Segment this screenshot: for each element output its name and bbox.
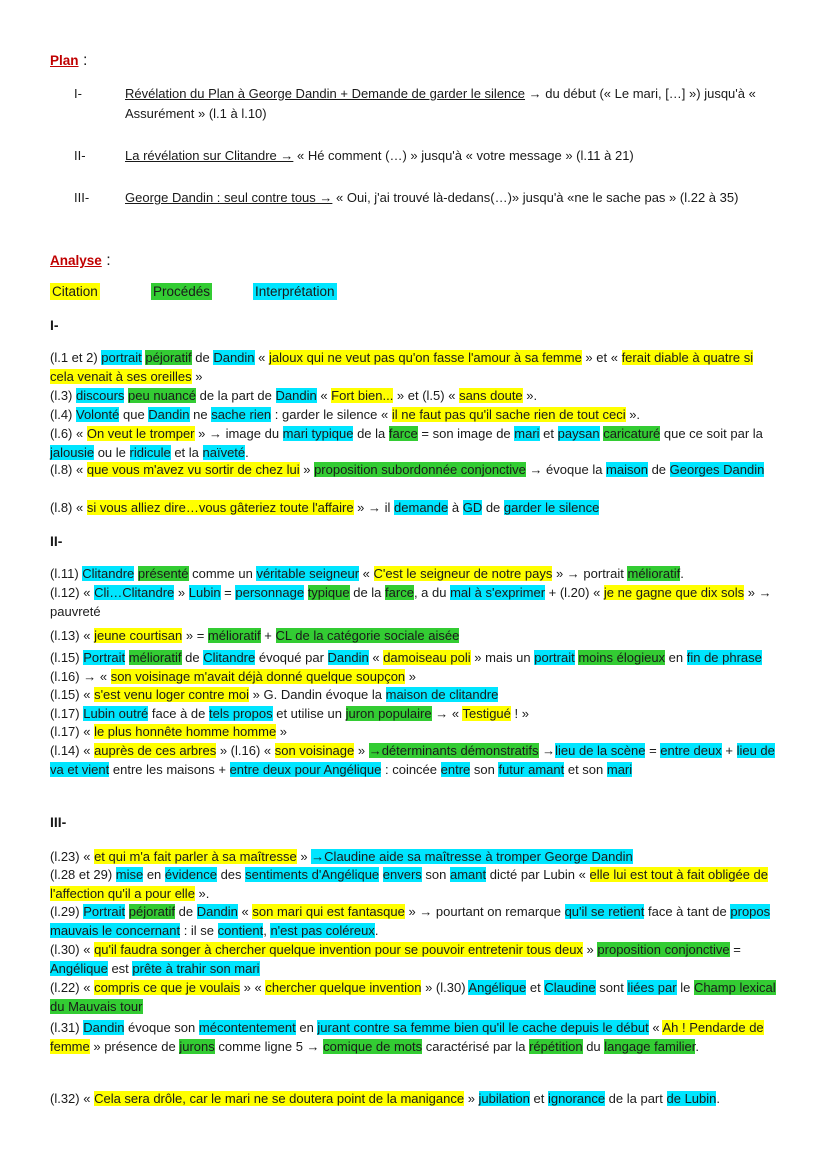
- analysis-paragraph: [50, 627, 780, 646]
- plain-text: .: [680, 566, 684, 581]
- interpretation-highlight: Dandin: [213, 350, 255, 365]
- plain-text: (l.12) «: [50, 585, 95, 600]
- interpretation-highlight: véritable seigneur: [256, 566, 360, 581]
- interpretation-highlight: portrait: [534, 650, 575, 665]
- plain-text: » et (l.5) «: [393, 388, 460, 403]
- procede-highlight: caricaturé: [603, 426, 661, 441]
- citation-highlight: le plus honnête homme homme: [94, 724, 277, 739]
- plain-text: .: [695, 1038, 699, 1054]
- interpretation-highlight: Clitandre: [203, 650, 256, 665]
- interpretation-highlight: Portrait: [83, 650, 126, 665]
- interpretation-highlight: mari: [606, 761, 633, 777]
- citation-highlight: sans doute: [459, 388, 523, 403]
- plain-text: (l.32) «: [50, 1091, 95, 1106]
- plain-text: +: [721, 743, 737, 758]
- plain-text: ne: [189, 407, 212, 422]
- procede-highlight: typique: [307, 585, 350, 600]
- plain-text: »: [191, 368, 203, 384]
- plain-text: »: [354, 743, 369, 758]
- plain-text: ».: [625, 407, 641, 422]
- plain-text: → «: [431, 706, 463, 721]
- citation-highlight: jeune courtisan: [94, 628, 183, 643]
- plain-text: que ce soit par la: [660, 426, 763, 441]
- interpretation-highlight: Dandin: [196, 904, 238, 919]
- interpretation-highlight: mari: [514, 426, 540, 441]
- interpretation-highlight: Dandin: [83, 1020, 125, 1035]
- procede-highlight: proposition subordonnée conjonctive: [314, 462, 526, 477]
- plain-text: » «: [240, 980, 266, 995]
- plain-text: comme ligne 5 →: [214, 1038, 324, 1054]
- citation-highlight: auprès de ces arbres: [94, 743, 217, 758]
- plain-text: (l.8) «: [50, 462, 87, 477]
- plain-text: (l.17) «: [50, 724, 95, 739]
- citation-highlight: compris ce que je voulais: [94, 980, 241, 995]
- procede-highlight: comique de mots: [323, 1038, 423, 1054]
- plain-text: comme un: [188, 566, 257, 581]
- plan-item-underlined: La révélation sur Clitandre →: [125, 148, 294, 163]
- analyse-colon: :: [101, 252, 111, 269]
- citation-highlight: Ah ! Pendarde de femme: [50, 1020, 764, 1054]
- procede-highlight: péjoratif: [128, 904, 176, 919]
- analyse-title: Analyse: [50, 253, 102, 268]
- plan-item-underlined: Révélation du Plan à George Dandin + Demande de garder le silence: [125, 86, 526, 101]
- plain-text: ,: [263, 922, 271, 938]
- procede-highlight: →déterminants démonstratifs: [368, 743, 539, 758]
- plain-text: →: [538, 743, 556, 758]
- citation-highlight: On veut le tromper: [86, 426, 195, 441]
- analysis-paragraph: [50, 387, 780, 406]
- analysis-paragraph: [50, 584, 780, 622]
- plain-text: en: [295, 1020, 318, 1035]
- plain-text: des: [216, 867, 246, 882]
- plain-text: » → pauvreté: [50, 585, 772, 619]
- plain-text: (l.23) «: [50, 849, 95, 864]
- plain-text: + (l.20) «: [545, 585, 604, 600]
- procede-highlight: farce: [388, 426, 418, 441]
- plain-text: »: [464, 1091, 479, 1106]
- citation-highlight: damoiseau poli: [383, 650, 471, 665]
- citation-highlight: Testigué: [462, 706, 511, 721]
- citation-highlight: il ne faut pas qu'il sache rien de tout ceci: [391, 407, 626, 422]
- plan-item-number: II-: [74, 148, 86, 163]
- plain-text: de: [482, 500, 504, 515]
- procede-highlight: Champ lexical du Mauvais tour: [50, 980, 776, 1014]
- interpretation-highlight: envers: [382, 867, 422, 882]
- plain-text: sont: [595, 980, 628, 995]
- citation-highlight: jaloux qui ne veut pas qu'on fasse l'amour à sa femme: [269, 350, 582, 365]
- analysis-paragraph: [50, 565, 780, 584]
- plain-text: »: [405, 668, 417, 684]
- analysis-paragraph: [50, 349, 780, 387]
- interpretation-highlight: sentiments d'Angélique: [245, 867, 380, 882]
- interpretation-highlight: demande: [394, 500, 449, 515]
- analysis-paragraph: [50, 499, 780, 518]
- interpretation-highlight: entre: [440, 761, 471, 777]
- procede-highlight: moins élogieux: [578, 650, 666, 665]
- plain-text: caractérisé par la: [422, 1038, 530, 1054]
- plain-text: ».: [194, 885, 210, 901]
- interpretation-highlight: lieu de la scène: [555, 743, 646, 758]
- interpretation-highlight: mécontentement: [198, 1020, 296, 1035]
- plan-item-text: [125, 188, 795, 208]
- analysis-paragraph: [50, 848, 780, 867]
- interpretation-highlight: jurant contre sa femme bien qu'il le cache depuis le début: [317, 1020, 649, 1035]
- plain-text: le: [676, 980, 694, 995]
- interpretation-highlight: évidence: [164, 867, 217, 882]
- interpretation-highlight: paysan: [557, 426, 600, 441]
- procede-highlight: proposition conjonctive: [597, 942, 730, 957]
- interpretation-highlight: naïveté: [202, 444, 246, 460]
- citation-highlight: s'est venu loger contre moi: [94, 687, 250, 702]
- citation-highlight: son voisinage: [274, 743, 355, 758]
- plain-text: «: [254, 350, 269, 365]
- analysis-paragraph: [50, 649, 780, 687]
- interpretation-highlight: portrait: [101, 350, 142, 365]
- interpretation-highlight: lieu de va et vient: [50, 743, 775, 777]
- legend-procedes: Procédés: [153, 284, 211, 299]
- interpretation-highlight: Volonté: [76, 407, 120, 422]
- citation-highlight: son voisinage m'avait déjà donné quelque soupçon: [110, 668, 406, 684]
- plan-item-rest: « Hé comment (…) » jusqu'à « votre message » (l.11 à 21): [293, 148, 634, 163]
- plain-text: de la: [353, 426, 389, 441]
- interpretation-highlight: personnage: [235, 585, 305, 600]
- plain-text: de: [175, 904, 197, 919]
- plain-text: » → image du: [194, 426, 283, 441]
- plain-text: =: [729, 942, 741, 957]
- plan-item-text: [125, 84, 795, 124]
- plain-text: (l.22) «: [50, 980, 95, 995]
- plain-text: (l.28 et 29): [50, 867, 116, 882]
- plain-text: et: [526, 980, 545, 995]
- interpretation-highlight: amant: [450, 867, 487, 882]
- plain-text: entre les maisons +: [109, 761, 230, 777]
- interpretation-highlight: propos mauvais le concernant: [50, 904, 771, 938]
- plain-text: : coincée: [381, 761, 441, 777]
- plan-heading: [50, 52, 87, 70]
- plain-text: «: [316, 388, 332, 403]
- plain-text: son: [470, 761, 499, 777]
- analysis-paragraph: [50, 461, 780, 480]
- plain-text: =: [645, 743, 661, 758]
- section-2-label: II-: [50, 533, 63, 549]
- analysis-paragraph: [50, 705, 780, 724]
- citation-highlight: qu'il faudra songer à chercher quelque invention pour se pouvoir entretenir tous deux: [94, 942, 583, 957]
- plain-text: »: [276, 724, 288, 739]
- procede-highlight: jurons: [179, 1038, 215, 1054]
- plain-text: et: [539, 426, 558, 441]
- plain-text: (l.13) «: [50, 628, 95, 643]
- plain-text: =: [220, 585, 236, 600]
- plain-text: » et «: [581, 350, 622, 365]
- analysis-paragraph: [50, 686, 780, 705]
- citation-highlight: Cela sera drôle, car le mari ne se doutera point de la manigance: [94, 1091, 465, 1106]
- plain-text: (l.14) «: [50, 743, 95, 758]
- plain-text: (l.30) «: [50, 942, 95, 957]
- plain-text: (l.29): [50, 904, 84, 919]
- plan-item-number: III-: [74, 190, 90, 205]
- plan-colon: :: [78, 52, 88, 69]
- analysis-paragraph: [50, 903, 780, 941]
- citation-highlight: chercher quelque invention: [265, 980, 422, 995]
- plan-item-rest: « Oui, j'ai trouvé là-dedans(…)» jusqu'à «ne le sache pas » (l.22 à 35): [332, 190, 739, 205]
- procede-highlight: farce: [385, 585, 414, 600]
- plan-item-number: I-: [74, 86, 82, 101]
- interpretation-highlight: Lubin outré: [83, 706, 149, 721]
- plain-text: de la part: [605, 1091, 667, 1106]
- plain-text: (l.17): [50, 706, 84, 721]
- procede-highlight: répétition: [529, 1038, 583, 1054]
- citation-highlight: C'est le seigneur de notre pays: [373, 566, 553, 581]
- analysis-paragraph: [50, 742, 780, 780]
- plain-text: » → portrait: [552, 566, 628, 581]
- plain-text: (l.16) → «: [50, 668, 111, 684]
- interpretation-highlight: Clitandre: [82, 566, 135, 581]
- plain-text: ».: [522, 388, 538, 403]
- interpretation-highlight: garder le silence: [503, 500, 600, 515]
- analysis-paragraph: [50, 425, 780, 463]
- citation-highlight: et qui m'a fait parler à sa maîtresse: [94, 849, 297, 864]
- interpretation-highlight: Dandin: [148, 407, 190, 422]
- plain-text: de: [191, 350, 214, 365]
- procede-highlight: présenté: [137, 566, 189, 581]
- plain-text: »: [296, 849, 312, 864]
- analysis-paragraph: [50, 406, 780, 425]
- plain-text: (l.15): [50, 650, 84, 665]
- plain-text: (l.3): [50, 388, 76, 403]
- plain-text: : il se: [180, 922, 218, 938]
- plain-text: = son image de: [417, 426, 515, 441]
- interpretation-highlight: Lubin: [188, 585, 221, 600]
- plain-text: en: [665, 650, 687, 665]
- interpretation-highlight: futur amant: [498, 761, 565, 777]
- plan-item-underlined: George Dandin : seul contre tous →: [125, 190, 333, 205]
- plain-text: et: [529, 1091, 548, 1106]
- plain-text: » =: [182, 628, 208, 643]
- plain-text: » G. Dandin évoque la: [249, 687, 386, 702]
- interpretation-highlight: →Claudine aide sa maîtresse à tromper George Dandin: [311, 849, 633, 864]
- plain-text: est: [107, 960, 133, 976]
- interpretation-highlight: ignorance: [547, 1091, 606, 1106]
- color-legend: [50, 283, 450, 303]
- plain-text: .: [374, 922, 379, 938]
- legend-citation: Citation: [52, 284, 98, 299]
- interpretation-highlight: GD: [462, 500, 483, 515]
- procede-highlight: CL de la catégorie sociale aisée: [275, 628, 460, 643]
- plain-text: que: [119, 407, 149, 422]
- analysis-paragraph: [50, 941, 780, 979]
- interpretation-highlight: Georges Dandin: [669, 462, 765, 477]
- plain-text: (l.8) «: [50, 500, 87, 515]
- analysis-paragraph: [50, 723, 780, 742]
- interpretation-highlight: maison de clitandre: [385, 687, 499, 702]
- citation-highlight: je ne gagne que dix sols: [603, 585, 745, 600]
- plain-text: «: [359, 566, 374, 581]
- interpretation-highlight: qu'il se retient: [564, 904, 645, 919]
- interpretation-highlight: sache rien: [211, 407, 272, 422]
- plain-text: (l.4): [50, 407, 76, 422]
- interpretation-highlight: Dandin: [275, 388, 317, 403]
- interpretation-highlight: tels propos: [209, 706, 273, 721]
- plain-text: «: [368, 650, 384, 665]
- citation-highlight: si vous alliez dire…vous gâteriez toute l'affaire: [86, 500, 354, 515]
- plain-text: » mais un: [470, 650, 535, 665]
- plain-text: et son: [564, 761, 607, 777]
- interpretation-highlight: prête à trahir son mari: [132, 960, 260, 976]
- interpretation-highlight: liées par: [627, 980, 677, 995]
- plain-text: (l.31): [50, 1020, 84, 1035]
- interpretation-highlight: entre deux pour Angélique: [229, 761, 382, 777]
- plain-text: » (l.30): [421, 980, 469, 995]
- plan-item-text: [125, 146, 795, 166]
- analysis-paragraph: [50, 1019, 780, 1057]
- interpretation-highlight: n'est pas coléreux: [270, 922, 375, 938]
- plain-text: ! »: [510, 706, 529, 721]
- plain-text: du: [582, 1038, 605, 1054]
- analyse-heading: [50, 252, 111, 270]
- plain-text: (l.1 et 2): [50, 350, 102, 365]
- procede-highlight: mélioratif: [207, 628, 261, 643]
- plain-text: , a du: [413, 585, 451, 600]
- plain-text: (l.6) «: [50, 426, 87, 441]
- plain-text: .: [716, 1091, 721, 1106]
- plain-text: de la: [349, 585, 386, 600]
- procede-highlight: mélioratif: [128, 650, 182, 665]
- interpretation-highlight: contient: [217, 922, 264, 938]
- interpretation-highlight: ridicule: [129, 444, 171, 460]
- citation-highlight: son mari qui est fantasque: [252, 904, 405, 919]
- procede-highlight: juron populaire: [345, 706, 432, 721]
- analysis-paragraph: [50, 866, 780, 904]
- plain-text: évoque son: [124, 1020, 199, 1035]
- plan-title: Plan: [50, 53, 79, 68]
- interpretation-highlight: Claudine: [544, 980, 596, 995]
- plain-text: son: [421, 867, 450, 882]
- procede-highlight: péjoratif: [145, 350, 192, 365]
- citation-highlight: que vous m'avez vu sortir de chez lui: [86, 462, 300, 477]
- plain-text: en: [143, 867, 165, 882]
- section-3-label: III-: [50, 814, 67, 830]
- interpretation-highlight: Portrait: [83, 904, 126, 919]
- procede-highlight: langage familier: [604, 1038, 696, 1054]
- legend-interpretation: Interprétation: [255, 284, 335, 299]
- plain-text: : garder le silence «: [271, 407, 392, 422]
- interpretation-highlight: entre deux: [660, 743, 722, 758]
- interpretation-highlight: mari typique: [282, 426, 354, 441]
- interpretation-highlight: discours: [76, 388, 125, 403]
- plan-item-rest: → du début (« Le mari, […] ») jusqu'à « Assurément » (l.1 à l.10): [125, 86, 756, 121]
- analysis-paragraph: [50, 1090, 780, 1109]
- plain-text: (l.15) «: [50, 687, 95, 702]
- interpretation-highlight: maison: [606, 462, 648, 477]
- plain-text: +: [260, 628, 276, 643]
- interpretation-highlight: jubilation: [478, 1091, 530, 1106]
- interpretation-highlight: mal à s'exprimer: [450, 585, 546, 600]
- plain-text: » (l.16) «: [216, 743, 275, 758]
- plain-text: »: [174, 585, 189, 600]
- citation-highlight: Fort bien...: [331, 388, 394, 403]
- procede-highlight: peu nuancé: [128, 388, 196, 403]
- plain-text: de: [647, 462, 670, 477]
- plain-text: «: [237, 904, 253, 919]
- interpretation-highlight: jalousie: [50, 444, 95, 460]
- interpretation-highlight: mise: [115, 867, 144, 882]
- plain-text: ou le: [94, 444, 130, 460]
- citation-highlight: ferait diable à quatre si cela venait à ses oreilles: [50, 350, 754, 384]
- plain-text: » → pourtant on remarque: [404, 904, 565, 919]
- procede-highlight: mélioratif: [627, 566, 681, 581]
- plain-text: de la part de: [196, 388, 276, 403]
- plain-text: » → il: [353, 500, 395, 515]
- plain-text: de: [181, 650, 204, 665]
- interpretation-highlight: Cli…Clitandre: [94, 585, 175, 600]
- interpretation-highlight: Dandin: [327, 650, 369, 665]
- interpretation-highlight: Angélique: [468, 980, 527, 995]
- interpretation-highlight: fin de phrase: [686, 650, 762, 665]
- plain-text: .: [245, 444, 249, 460]
- plain-text: évoqué par: [255, 650, 328, 665]
- plain-text: face à tant de: [644, 904, 731, 919]
- plain-text: »: [299, 462, 315, 477]
- plain-text: → évoque la: [525, 462, 607, 477]
- interpretation-highlight: Angélique: [50, 960, 108, 976]
- plain-text: et la: [170, 444, 203, 460]
- interpretation-highlight: de Lubin: [666, 1091, 717, 1106]
- plain-text: «: [648, 1020, 663, 1035]
- plain-text: face à de: [148, 706, 210, 721]
- plain-text: »: [582, 942, 598, 957]
- plain-text: » présence de: [89, 1038, 180, 1054]
- analysis-paragraph: [50, 979, 780, 1017]
- plain-text: et utilise un: [272, 706, 346, 721]
- plain-text: à: [448, 500, 463, 515]
- plain-text: dicté par Lubin «: [486, 867, 590, 882]
- citation-highlight: elle lui est tout à fait obligée de l'affection qu'il a pour elle: [50, 867, 769, 901]
- section-1-label: I-: [50, 317, 59, 333]
- plain-text: (l.11): [50, 566, 83, 581]
